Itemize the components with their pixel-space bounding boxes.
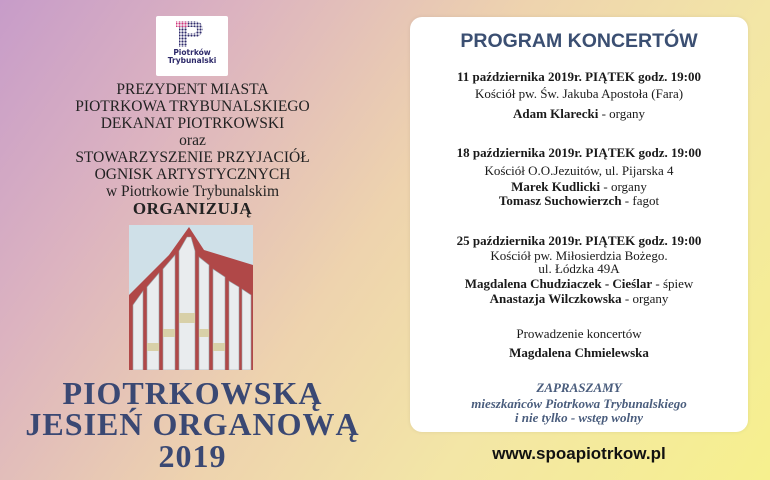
organizer-line: w Piotrkowie Trybunalskim — [105, 183, 280, 200]
performer-name: Magdalena Chudziaczek - Cieślar — [464, 276, 653, 291]
invite-line: i nie tylko - wstęp wolny — [514, 410, 644, 425]
performer-name: Tomasz Suchowierzch — [498, 193, 622, 208]
concert-1-venue: Kościół pw. Św. Jakuba Apostoła (Fara) — [474, 86, 684, 101]
organizers-verb: ORGANIZUJĄ — [132, 199, 253, 218]
concert-3-venue: ul. Łódzka 49A — [538, 261, 620, 276]
concert-1-performer — [410, 106, 748, 121]
event-title-year: 2019 — [158, 438, 227, 474]
program-panel — [410, 17, 748, 432]
performer-role: - organy — [621, 291, 669, 306]
organizer-line: DEKANAT PIOTRKOWSKI — [100, 115, 285, 132]
concert-2-performer — [410, 179, 748, 194]
organizer-line: PREZYDENT MIASTA — [116, 81, 269, 98]
performer-name: Anastazja Wilczkowska — [489, 291, 622, 306]
organizer-line: OGNISK ARTYSTYCZNYCH — [94, 166, 291, 183]
concert-3-venue: Kościół pw. Miłosierdzia Bożego. — [490, 248, 668, 263]
performer-role: - fagot — [621, 193, 660, 208]
invite-line: mieszkańców Piotrkowa Trybunalskiego — [471, 396, 687, 411]
host-name: Magdalena Chmielewska — [509, 345, 649, 360]
organizer-line: PIOTRKOWA TRYBUNALSKIEGO — [75, 98, 310, 115]
concert-2-venue: Kościół O.O.Jezuitów, ul. Pijarska 4 — [484, 163, 674, 178]
website-link[interactable]: www.spoapiotrkow.pl — [492, 444, 666, 463]
organizer-line: STOWARZYSZENIE PRZYJACIÓŁ — [75, 149, 310, 166]
invite-heading: ZAPRASZAMY — [536, 380, 622, 395]
performer-name: Marek Kudlicki — [511, 179, 601, 194]
program-heading: PROGRAM KONCERTÓW — [460, 30, 698, 52]
organ-pipes-image — [129, 225, 253, 370]
performer-role: - organy — [598, 106, 646, 121]
concert-3-date: 25 października 2019r. PIĄTEK godz. 19:00 — [456, 233, 702, 248]
performer-role: - śpiew — [652, 276, 694, 291]
concert-2-performer — [410, 193, 748, 208]
event-title-line2: JESIEŃ ORGANOWĄ — [25, 406, 360, 442]
organizer-line: oraz — [179, 132, 206, 149]
concert-2-date: 18 października 2019r. PIĄTEK godz. 19:00 — [456, 145, 702, 160]
organizers — [20, 81, 365, 217]
piotrkow-logo — [156, 16, 228, 76]
logo-text-2: Trybunalski — [167, 56, 217, 65]
concert-3-performer — [410, 291, 748, 306]
logo-text-1: Piotrków — [173, 48, 211, 57]
logo-p-icon — [175, 19, 209, 49]
performer-name: Adam Klarecki — [512, 106, 599, 121]
host-label: Prowadzenie koncertów — [516, 326, 642, 341]
event-title-line1: PIOTRKOWSKĄ — [62, 375, 323, 411]
concert-3-performer — [410, 276, 748, 291]
performer-role: - organy — [600, 179, 647, 194]
concert-1-date: 11 października 2019r. PIĄTEK godz. 19:00 — [456, 69, 701, 84]
